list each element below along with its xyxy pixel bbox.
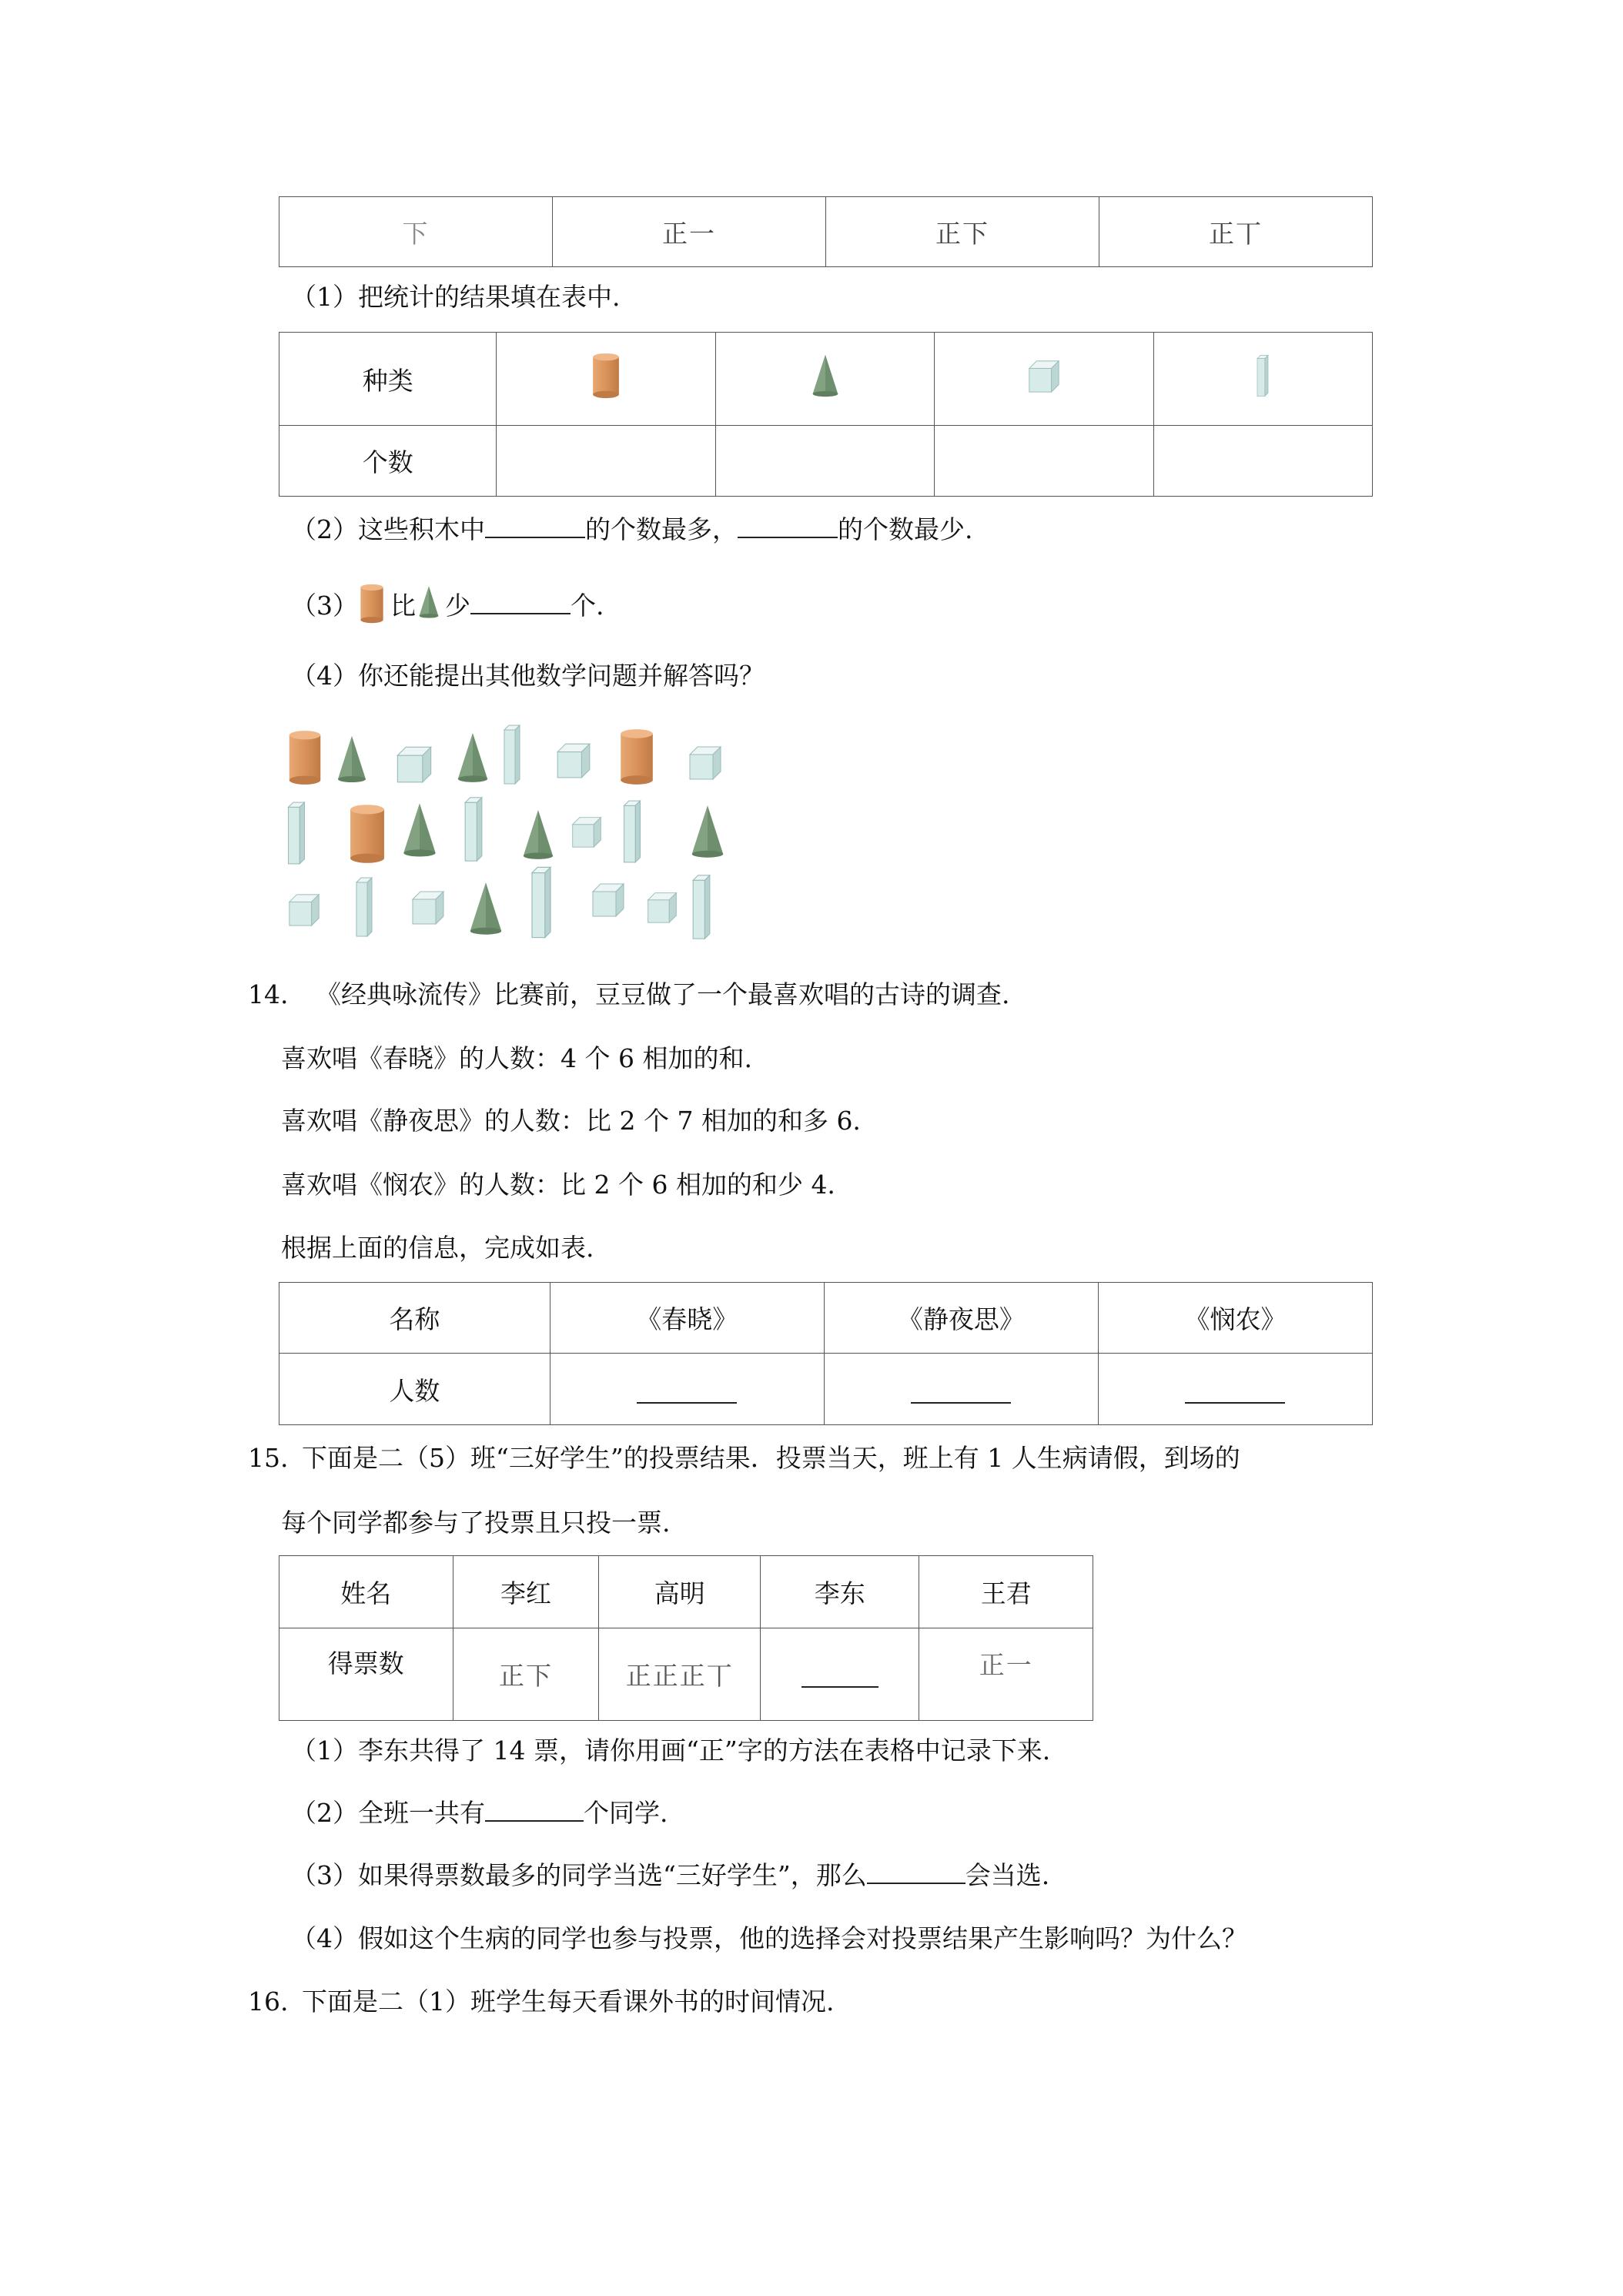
blocks-picture xyxy=(279,724,748,955)
q15-intro2: 每个同学都参与了投票且只投一票. xyxy=(281,1508,671,1538)
q14-line4: 根据上面的信息，完成如表. xyxy=(281,1233,594,1263)
q15-part4: （4）假如这个生病的同学也参与投票，他的选择会对投票结果产生影响吗？为什么？ xyxy=(291,1923,1247,1953)
answer-cell[interactable] xyxy=(550,1354,824,1425)
q16-text: 下面是二（1）班学生每天看课外书的时间情况. xyxy=(302,1986,835,2017)
vote-table xyxy=(279,1555,1093,1721)
q15-number: 15. xyxy=(248,1443,289,1473)
q14-line3: 喜欢唱《悯农》的人数：比 2 个 6 相加的和少 4. xyxy=(281,1170,835,1200)
q15-part2: （2）全班一共有 个同学. xyxy=(291,1798,668,1828)
q16-number: 16. xyxy=(248,1986,289,2017)
cone-icon xyxy=(715,333,934,426)
tally-cell: 正正正丅 xyxy=(599,1628,761,1721)
cylinder-icon xyxy=(497,333,715,426)
q13-part2: （2）这些积木中 的个数最多， 的个数最少. xyxy=(291,514,973,544)
answer-blank[interactable] xyxy=(485,1819,584,1822)
tally-cell: 下 xyxy=(279,197,553,267)
poem-chunxiao: 《春晓》 xyxy=(550,1283,824,1354)
q15-intro1: 下面是二（5）班“三好学生”的投票结果．投票当天，班上有 1 人生病请假，到场的 xyxy=(302,1443,1240,1473)
people-header: 人数 xyxy=(279,1354,550,1425)
count-cell-cone[interactable] xyxy=(715,426,934,497)
answer-cell[interactable] xyxy=(1098,1354,1372,1425)
tally-cell: 正下 xyxy=(826,197,1099,267)
tally-cell: 正下 xyxy=(453,1628,599,1721)
count-cell-prism[interactable] xyxy=(1153,426,1372,497)
name-header: 名称 xyxy=(279,1283,550,1354)
q13-part1: （1）把统计的结果填在表中. xyxy=(291,282,621,312)
q13-part3: （3） 比 少 个. xyxy=(291,584,604,624)
cube-icon xyxy=(935,333,1153,426)
answer-blank[interactable] xyxy=(867,1882,965,1884)
shape-count-table xyxy=(279,332,1373,497)
count-cell-cube[interactable] xyxy=(935,426,1153,497)
answer-blank[interactable] xyxy=(738,536,838,538)
answer-cell[interactable] xyxy=(824,1354,1098,1425)
cylinder-icon xyxy=(358,584,386,624)
q15-part1: （1）李东共得了 14 票，请你用画“正”字的方法在表格中记录下来. xyxy=(291,1735,1051,1766)
votes-header: 得票数 xyxy=(279,1628,453,1721)
candidate-gaoming: 高明 xyxy=(599,1556,761,1628)
q14-line1: 喜欢唱《春晓》的人数：4 个 6 相加的和. xyxy=(281,1043,752,1073)
rectangular-prism-icon xyxy=(1153,333,1372,426)
q14-number: 14. xyxy=(248,979,289,1009)
tally-table xyxy=(279,196,1373,267)
name-header: 姓名 xyxy=(279,1556,453,1628)
tally-answer-cell[interactable] xyxy=(761,1628,919,1721)
count-cell-cylinder[interactable] xyxy=(497,426,715,497)
answer-blank[interactable] xyxy=(485,536,585,538)
q13-part4: （4）你还能提出其他数学问题并解答吗？ xyxy=(291,661,765,691)
candidate-lidong: 李东 xyxy=(761,1556,919,1628)
count-header: 个数 xyxy=(279,426,497,497)
poem-jingyesi: 《静夜思》 xyxy=(824,1283,1098,1354)
q14-line2: 喜欢唱《静夜思》的人数：比 2 个 7 相加的和多 6. xyxy=(281,1106,861,1136)
q15-part3: （3）如果得票数最多的同学当选“三好学生”，那么 会当选. xyxy=(291,1860,1050,1890)
candidate-lihong: 李红 xyxy=(453,1556,599,1628)
tally-cell: 正一 xyxy=(553,197,826,267)
type-header: 种类 xyxy=(279,333,497,426)
poem-table xyxy=(279,1282,1373,1425)
poem-minnong: 《悯农》 xyxy=(1098,1283,1372,1354)
tally-cell: 正一 xyxy=(919,1628,1093,1721)
answer-blank[interactable] xyxy=(470,612,571,614)
candidate-wangjun: 王君 xyxy=(919,1556,1093,1628)
tally-cell: 正丅 xyxy=(1099,197,1373,267)
cone-icon xyxy=(416,585,442,619)
q14-intro: 《经典咏流传》比赛前，豆豆做了一个最喜欢唱的古诗的调查. xyxy=(316,979,1010,1009)
